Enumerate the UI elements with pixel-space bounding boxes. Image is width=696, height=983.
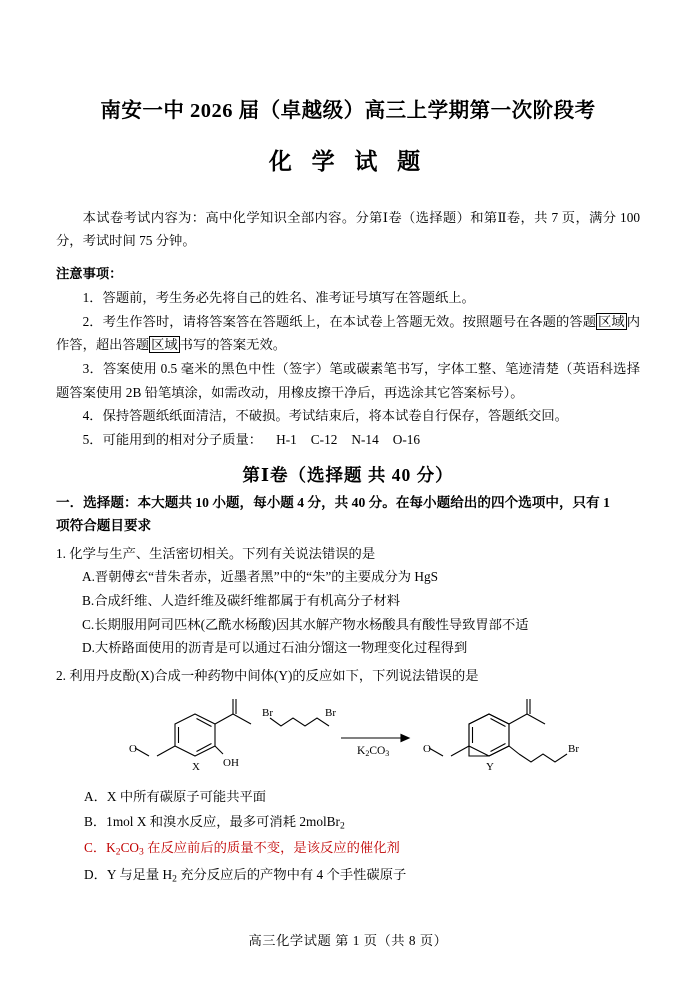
exam-intro: 本试卷考试内容为：高中化学知识全部内容。分第Ⅰ卷（选择题）和第Ⅱ卷，共 7 页，满分 100 分，考试时间 75 分钟。 bbox=[56, 209, 640, 248]
question-type-heading-line1: 一．选择题：本大题共 10 小题，每小题 4 分，共 40 分。在每小题给出的四个选项中，只有 1 bbox=[56, 494, 610, 510]
label-y: Y bbox=[486, 760, 494, 773]
label-meo-left: O bbox=[129, 742, 137, 755]
relative-mass-label: 5．可能用到的相对分子质量： bbox=[82, 432, 263, 448]
page-title: 南安一中 2026 届（卓越级）高三上学期第一次阶段考 bbox=[100, 100, 596, 122]
label-k2co3: K2CO3 bbox=[357, 744, 390, 758]
question-2-number: 2. bbox=[56, 667, 66, 683]
question-type-heading-line2: 项符合题目要求 bbox=[56, 518, 152, 534]
question-2-option-c[interactable]: C．$K_2CO_3$ 在反应前后的质量不变，是该反应的催化剂 bbox=[84, 840, 400, 858]
label-meo-right: O bbox=[423, 742, 431, 755]
question-2-text: 利用丹皮酚(X)合成一种药物中间体(Y)的反应如下，下列说法错误的是 bbox=[69, 667, 479, 683]
reaction-scheme-svg bbox=[113, 696, 583, 778]
notice-item-2: 2．考生作答时，请将答案答在答题纸上，在本试卷上答题无效。按照题号在各题的答题 区域 内作答，超出答题 区域 书写的答案无效。 bbox=[56, 313, 640, 353]
question-1-text: 化学与生产、生活密切相关。下列有关说法错误的是 bbox=[69, 545, 376, 561]
notice-item-3: 3．答案使用 0.5 毫米的黑色中性（签字）笔或碳素笔书写，字体工整、笔迹清楚（英语科选择题答案使用 2B 铅笔填涂，如需改动，用橡皮擦干净后，再选涂其它答案标号）。 bbox=[56, 361, 640, 400]
relative-mass-c: C-12 bbox=[310, 432, 338, 448]
question-2-option-b[interactable]: B．1mol X 和溴水反应，最多可消耗 2molBr$_2$ bbox=[84, 813, 345, 832]
label-oh: OH bbox=[223, 756, 239, 769]
question-1-option-b[interactable]: B.合成纤维、人造纤维及碳纤维都属于有机高分子材料 bbox=[82, 593, 401, 609]
question-2-option-d[interactable]: D．Y 与足量 $H_2$ 充分反应后的产物中有 4 个手性碳原子 bbox=[84, 867, 407, 885]
label-br-right: Br bbox=[568, 742, 579, 755]
notice-item-4: 4．保持答题纸纸面清洁，不破损。考试结束后，将本试卷自行保存，答题纸交回。 bbox=[82, 408, 568, 424]
notice-item-1: 1．答题前，考生务必先将自己的姓名、准考证号填写在答题纸上。 bbox=[82, 290, 475, 306]
label-br-left: Br bbox=[262, 706, 273, 719]
question-2-stem bbox=[56, 664, 640, 688]
notice-title: 注意事项： bbox=[56, 266, 123, 282]
question-1-number: 1. bbox=[56, 545, 66, 561]
relative-mass-n: N-14 bbox=[351, 432, 379, 448]
page-subtitle: 化 学 试 题 bbox=[268, 148, 428, 174]
question-2-option-a[interactable]: A．X 中所有碳原子可能共平面 bbox=[84, 788, 267, 804]
relative-mass-o: O-16 bbox=[392, 432, 421, 448]
question-1-option-c[interactable]: C.长期服用阿司匹林(乙酰水杨酸)因其水解产物水杨酸具有酸性导致胃部不适 bbox=[82, 616, 529, 632]
section-heading: 第Ⅰ卷（选择题 共 40 分） bbox=[242, 464, 454, 485]
question-1-option-a[interactable]: A.晋朝傅玄“昔朱者赤，近墨者黑”中的“朱”的主要成分为 HgS bbox=[82, 569, 439, 585]
page-footer: 高三化学试题 第 1 页（共 8 页） bbox=[248, 933, 448, 948]
reaction-scheme bbox=[56, 696, 640, 778]
question-1-option-d[interactable]: D.大桥路面使用的沥青是可以通过石油分馏这一物理变化过程得到 bbox=[82, 640, 468, 656]
label-x: X bbox=[192, 760, 200, 773]
relative-mass-h: H-1 bbox=[276, 432, 297, 448]
question-1-stem bbox=[56, 542, 640, 566]
relative-mass-line bbox=[56, 428, 640, 452]
label-br-top: Br bbox=[325, 706, 336, 719]
